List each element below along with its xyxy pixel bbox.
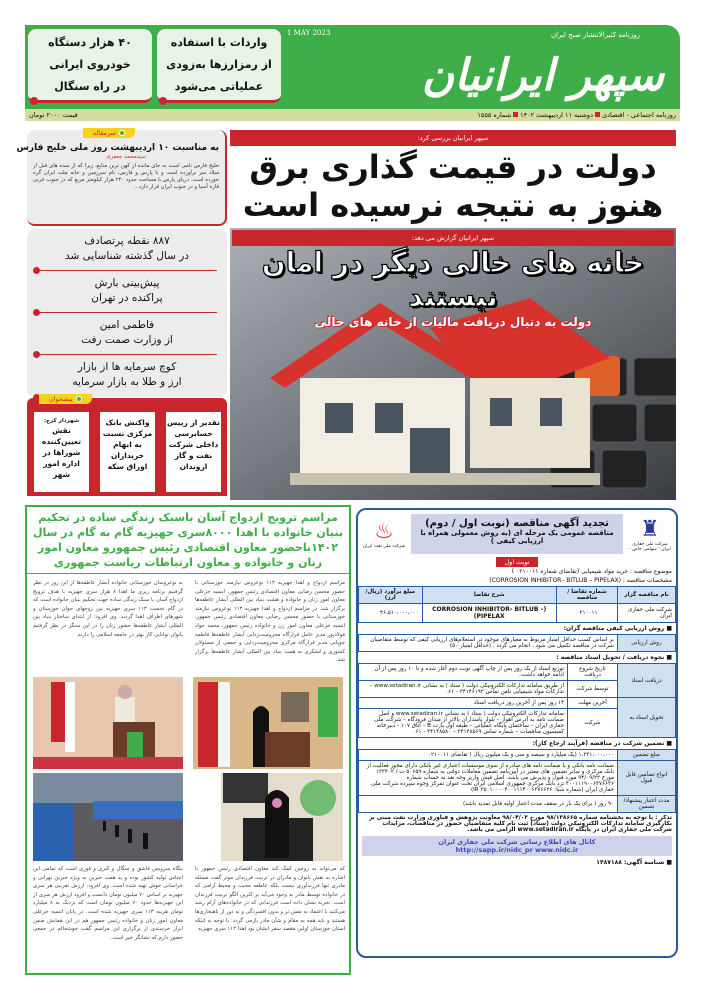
pishkhan-kicker: شهردار کرج: [43, 418, 80, 424]
news-line: پراکنده در تهران [91, 292, 163, 304]
row-label: روش ارزیابی [618, 635, 676, 652]
row-value: ۱،۳۳۱،۰۰۰،۰۰۰ (یک میلیارد و سیصد و سی و یک میلیون ریال ) تقاضای ۰۲۱۰۰۱۱ [359, 750, 618, 761]
tender-header [358, 510, 676, 558]
row-label: آخرین مهلت [568, 698, 618, 709]
feature-text-column: مراسم ازدواج و اهدا جهیزیه ۱۱۳ نوعروس نیازمند خوزستانی با حضور محسن رضایی معاون اقتصادی رئیس جمهور، انسیه خزعلی معاون امور زنان و خانواده و هشت بنیاد بین المللی آبشار عاطفه‌ها برگزار شد. در مراسم ازدواج و اهدا جهیزیه ۱۱۳ نوعروس نیازمند خوزستانی با حضور محسن رضایی معاون اقتصادی رئیس جمهور، انسیه خزعلی معاون امور زن و خانواده رئیس جمهور، محمد جواد فولادپور مدیر عامل قرارگاه محرومیت‌زدایی آبشار عاطفه‌ها فاطمه جوپانی مدیر قرارگاه مرکزی محرومیت‌زدایی و جمعی از مسئولان کشوری و لشکری به همت بنیاد بین المللی آبشار عاطفه‌ها برگزار شد. [195, 580, 345, 664]
tender-subtitle: مناقصه عمومی یک مرحله ای (به روش معمولی همراه با ارزیابی کیفی ) [420, 529, 614, 545]
editorial-box[interactable] [16, 129, 227, 226]
pishkhan-box [27, 395, 227, 496]
row-label: تاریخ شروع دریافت [568, 664, 618, 681]
feature-text-column: بنگاه سرویس قاشق و چنگال و کتری و قوری است که تمامی این اجناس تولید کشور بوده و به همت خیرین به ویژه خیرین تهرانی و خراسانی خوش تهیه شده است. وی افزود: ارزش تقریبی هر سری جهیزیه بر اساس ۷۰ میلیون تومان دانست و افزود ارزش هر سری از این جهیزیه‌ها حدود ۷۰ میلیون تومان است که نزدیک به ۸ میلیارد تومان هزینه ۱۱۳ سری جهیزیه شده است. در پایان انسیه خزعلی معاون امور زنان و خانواده رئیس جمهور هم در این همایش ضمن ابراز خرسندی از برگزاری این مراسم گفت خوشحالم در جمعی حضور دارم که نشانگر خیر است. [33, 866, 183, 941]
teaser-line: از رمزارزها به‌زودی [166, 58, 272, 71]
pishkhan-text: واکنش بانک مرکزی نسبت به ابهام خریداران اوراق سکه [102, 418, 153, 471]
teaser-line: ۴۰ هزار دستگاه [48, 36, 132, 49]
pishkhan-tab [39, 394, 92, 404]
teaser-cars-senegal[interactable] [28, 29, 152, 103]
news-line: ارز و طلا به بازار سرمایه [72, 376, 182, 388]
logo-caption: شرکت ملی نفت ایران [362, 544, 406, 549]
news-item[interactable] [37, 313, 217, 355]
teaser-line: در راه سنگال [54, 80, 126, 93]
row-value[interactable]: از طریق سامانه تدارکات الکترونیکی دولت ( ستاد ) به نشانی www.setadiran.ir –تدارکات مواد شیمیایی تلفن تماس ۳۴۱۴۶۱۹۲ - ۰۶۱ [359, 681, 568, 698]
news-line: کوچ سرمایه ها از بازار [77, 361, 177, 373]
row-value: بر اساس کسب حداقل امتیاز مربوط به معیارهای موجود در استعلام‌های ارزیابی کیفی که توسط متقاضیان شرکت در مناقصه تکمیل می شود ، انجام می گردد . (حداقل امتیاز ۵۰) [359, 635, 618, 652]
row-value: توزیع اسناد از یک روز پس از چاپ آگهی نوبت دوم آغاز شده و تا ۱۰ روز پس از آن ادامه خواهد داشت. [359, 664, 568, 681]
newspaper-logo: سپهر ایرانیان [421, 50, 664, 101]
tagline: روزنامه کثیرالانتشار صبح ایران [551, 31, 640, 39]
masthead [25, 25, 680, 109]
round-badge: نوبت اول [496, 557, 537, 567]
editorial-author: سیدمحمد جعفری [106, 154, 146, 160]
feature-text-column: به نوعروسان خوزستانی خانواده آبشار عاطفه‌ها از این روز در نظر گرفتیم برنامه ریزی ما اهدا ۸ هزار سری جهیزیه با هدف ترویج ازدواج آسان با سبک زندگی ساده جهت تحکیم بنیان خانواده است که در گام نخست ۱۱۳ سری جهیزیه بین زوجهای جوان خوزستان و شهرهای اطراف اهدا گردید. وی افزود: از ابتدای ساختار بنیاد بین المللی آبشار عاطفه‌ها حضور زنان را در این سنگر در نظر گرفتیم بانوان توانایی کار بهتر در جامعه اسلامی را دارند. [33, 580, 183, 638]
headline-line: دولت در قیمت گذاری برق [249, 148, 657, 186]
tab-label: سرمقاله [92, 129, 116, 137]
teaser-line: واردات با استفاده [170, 36, 268, 49]
feature-story[interactable] [25, 505, 351, 975]
photo-subhead: دولت به دنبال دریافت مالیات از خانه های خالی [314, 315, 592, 329]
photo-kicker: سپهر ایرانیان گزارش می دهد: [232, 230, 674, 246]
editorial-tab [83, 128, 135, 138]
headline-line: هنوز به نتیجه نرسیده است [242, 186, 664, 224]
row-label: مبلغ تضمین [618, 750, 676, 761]
lead-headline [230, 148, 676, 224]
channel-url[interactable]: http://sapp.ir/nidc_pr www.nidc.ir [455, 846, 579, 854]
row-value[interactable]: سامانه تدارکات الکترونیکی دولت ( ستاد ) به نشانی www.setadiran.ir و اصل ضمانت نامه به آدرس اهواز – بلوار پاسداران بالاتر از میدان فرودگاه – شرکت ملی حفاری ایران – ساختمان پایگاه عملیاتی – طبقه اول پارت B – اتاق ۱۰۷ - دبیرخانه کمیسیون مناقصات – شماره تماس ۳۴۱۴۸۵۶۹ – ۳۴۱۴۸۵۸۰ - ۰۶۱ [359, 709, 568, 738]
news-line: فاطمی امین [99, 319, 155, 331]
tender-spec: مشخصات مناقصه : (CORROSION INHIBITOR– BITLUB – PIPELAX) [489, 577, 672, 584]
channel-title: کانال های اطلاع رسانی شرکت ملی حفاری ایران [438, 838, 596, 846]
news-line: ۸۸۷ نقطه پرتصادف [84, 235, 170, 247]
editorial-title: به مناسبت ۱۰ اردیبهشت روز ملی خلیج فارس [16, 143, 219, 153]
tender-note: تذکر : با توجه به بخشنامه شماره ۹۸/۱۳۸۶۶۵ مورخ ۹۸/۰۴/۰۳ معاونت پژوهش و فناوری وزارت نفت مبنی بر بکارگیری سامانه تدارکات الکترونیکی دولت (ستاد) ثبت نام کلیه متقاضیان حضور در مناقصات، مزایدات شرکت ملی حفاری ایران در پایگاه www.setadiran.ir الزامی می باشد. [368, 815, 672, 833]
pishkhan-text: نقش تعیین‌کننده شوراها در اداره امور شهر [41, 426, 82, 479]
price: قیمت ۲۰۰۰ تومان [29, 111, 78, 119]
page-marker-icon [30, 97, 38, 105]
issue-info [477, 109, 676, 121]
row-label: شرکت [568, 709, 618, 738]
tender-title: تجدید آگهی مناقصه (نوبت اول / دوم) [425, 518, 609, 529]
photo-woman-podium [193, 677, 343, 769]
teaser-crypto-imports[interactable] [157, 29, 281, 103]
channel-box[interactable] [362, 836, 672, 856]
logo-caption: شرکت ملی حفاری ایران - سهامی خاص - [629, 541, 671, 552]
pishkhan-item[interactable] [34, 412, 89, 492]
teaser-line: خودروی ایرانی [49, 58, 131, 71]
nidc-logo: ♜ شرکت ملی حفاری ایران - سهامی خاص - [629, 516, 671, 552]
tender-table [358, 586, 676, 623]
photo-text-block [230, 246, 676, 330]
issue-number: شماره ۱۵۵۵ [477, 111, 512, 119]
row-label: دریافت اسناد [618, 664, 676, 698]
lead-kicker: سپهر ایرانیان بررسی کرد: [230, 130, 676, 146]
photo-story[interactable] [230, 228, 676, 500]
photo-woman-seated [193, 773, 343, 861]
row-value: ۱۴ روز پس از آخرین روز دریافت اسناد [359, 698, 568, 709]
section-heading: ■ نحوه دریافت / تحویل اسناد مناقصه : [358, 652, 676, 663]
table-cell: ۴۶،۵۱۰،۰۰۰،۰۰۰ [359, 604, 423, 623]
pishkhan-item[interactable] [166, 412, 221, 492]
paper-type: روزنامه اجتماعی - اقتصادی [601, 111, 676, 119]
table-cell: ۰۲۱۰۰۱۱ [556, 604, 617, 623]
photo-dowry-packages [33, 773, 183, 861]
news-line: پیش‌بینی بارش [94, 277, 160, 289]
tender-ad[interactable] [356, 508, 678, 958]
feature-title: مراسم ترویج ازدواج آسان باسبک زندگی ساده در تحکیم بنیان خانواده با اهدا ۸۰۰۰سری جهیزیه گام به گام در سال ۱۴۰۲باحضور معاون اقتصادی رئیس جمهورو معاون امور زنان و خانواده و معاون ارتباطات ریاست جمهوری [27, 507, 349, 574]
table-cell: CORROSION INHIBITOR- BITLUB –) (PIPELAX [422, 604, 556, 623]
table-cell: شرکت ملی حفاری ایران [618, 604, 676, 623]
column-header: نام مناقصه گزار [618, 587, 676, 604]
section-heading: ■ تضمین شرکت در مناقصه (فرآیند ارجاع کار): [358, 738, 676, 749]
nioc-logo: ♨ شرکت ملی نفت ایران [362, 519, 406, 549]
news-list [27, 229, 227, 397]
column-header: شماره تقاضا / مناقصه [556, 587, 617, 604]
news-line: از وزارت صمت رفت [81, 334, 173, 346]
row-label: مدت اعتبار پیشنهاد/ تضمین [618, 796, 676, 813]
row-value: ۹۰ روز ( برای یک بار در سقف مدت اعتبار اولیه قابل تمدید باشد) [359, 796, 618, 813]
tender-title-box [411, 514, 623, 554]
pishkhan-item[interactable] [100, 412, 155, 492]
row-label: تحویل اسناد به [618, 698, 676, 738]
pishkhan-text: تقدیر از رییس حسابرسی داخلی شرکت نفت و گاز اروندان [167, 418, 220, 471]
lead-story[interactable] [230, 130, 676, 226]
news-item[interactable] [37, 229, 217, 271]
info-strip [25, 109, 680, 121]
column-header: مبلغ برآورد (ریال/ارز) [359, 587, 423, 604]
feature-text-column: که می‌تواند به زوجین کمک کند معاون اقتصادی رئیس جمهور با اشاره به نقش بانوان و مادران در تربیت فرزندان موثر گفت مسئله مادری تنها فرزندآوری نیست بلکه عاطفه محبت و محیط آرامی که در خانواده توسط مادر به وجود می‌آید بر کثرین الگو تربیت فرزندان است. تجربه نشان داده است فرزندانی که در خانواده‌های آرام رشد می‌کنند با اعتماد به نفس تر و بدون افسردگی و به دور از ناهنجاری‌ها هستند و باید همه به مقام و شأن مادر بازمی گردد. با توجه به اینکه استان خوزستان اولین مقصد سفر ایشان بود اهدا ۱۱۳ سری جهیزیه [195, 866, 345, 933]
section-heading: ■ روش ارزیابی کیفی مناقصه گران: [358, 623, 676, 634]
editorial-body: خلیج فارس نامی است به جای مانده از کهن ترین منابع، زیرا که از سده های قبل از میلاد سر برآورده است و با پارس و فارس، نام سرزمین و خانه ملت ایران گره خورده است. دریای پارس با مساحت حدود ۲۴۰ هزار کیلومتر مربع که در جنوب غربی قاره آسیا و در جنوب ایران قرار دارد... [33, 163, 219, 190]
tab-label: پیشخوان [49, 395, 73, 403]
row-label: انواع تضامین قابل قبول [618, 761, 676, 796]
date-english: 1 MAY 2023 [287, 29, 331, 37]
ad-id: ■ شناسه آگهی: ۱۴۸۷۱۸۸ [358, 857, 676, 868]
row-label: توسط شرکت [568, 681, 618, 698]
news-item[interactable] [37, 271, 217, 313]
news-item[interactable] [37, 355, 217, 397]
news-line: در سال گذشته شناسایی شد [65, 250, 189, 262]
page-marker-icon [159, 97, 167, 105]
tender-subject: موضوع مناقصه : خرید مواد شیمیایی (تقاضای شماره ۰۲۱۰۰۱۱ ) [511, 568, 672, 575]
photo-headline: خانه های خالی دیگر در امان نیستند [261, 246, 645, 313]
column-header: شرح تقاضا [422, 587, 556, 604]
row-value: ضمانت نامه بانکی و یا ضمانت نامه های صادره از سوی موسسات اعتباری غیر بانکی دارای مجوز فعالیت از بانک مرکزی و سایر تضمین های معتبر در آیین‌نامه تضمین معاملات دولتی به شماره ۵۰۶۵۹ ت / ۱۳۳۴۰۲ مورخ ۹۴/۰۹/۲۲ مورد قبول و پذیرش می باشد. اصل فیش واریز وجه نقد به حساب شماره ۴۰۰۱۱۱۹۰۰۶۳۷۶۶۳۶ نزد بانک مرکزی جمهوری اسلامی ایران تحت عنوان تمرکز وجوه سپرده شرکت ملی حفاری ایران (شماره شبا: IR ۳۵۰۱۰۰۰۰۴۰۰۱۱۱۴۰۰۶۳۷۶۶۳۶) [359, 761, 618, 796]
teaser-line: عملیاتی می‌شود [174, 80, 264, 93]
photo-speaker-podium [33, 677, 183, 769]
issue-date: دوشنبه ۱۱ اردیبهشت ۱۴۰۲ [520, 111, 593, 119]
